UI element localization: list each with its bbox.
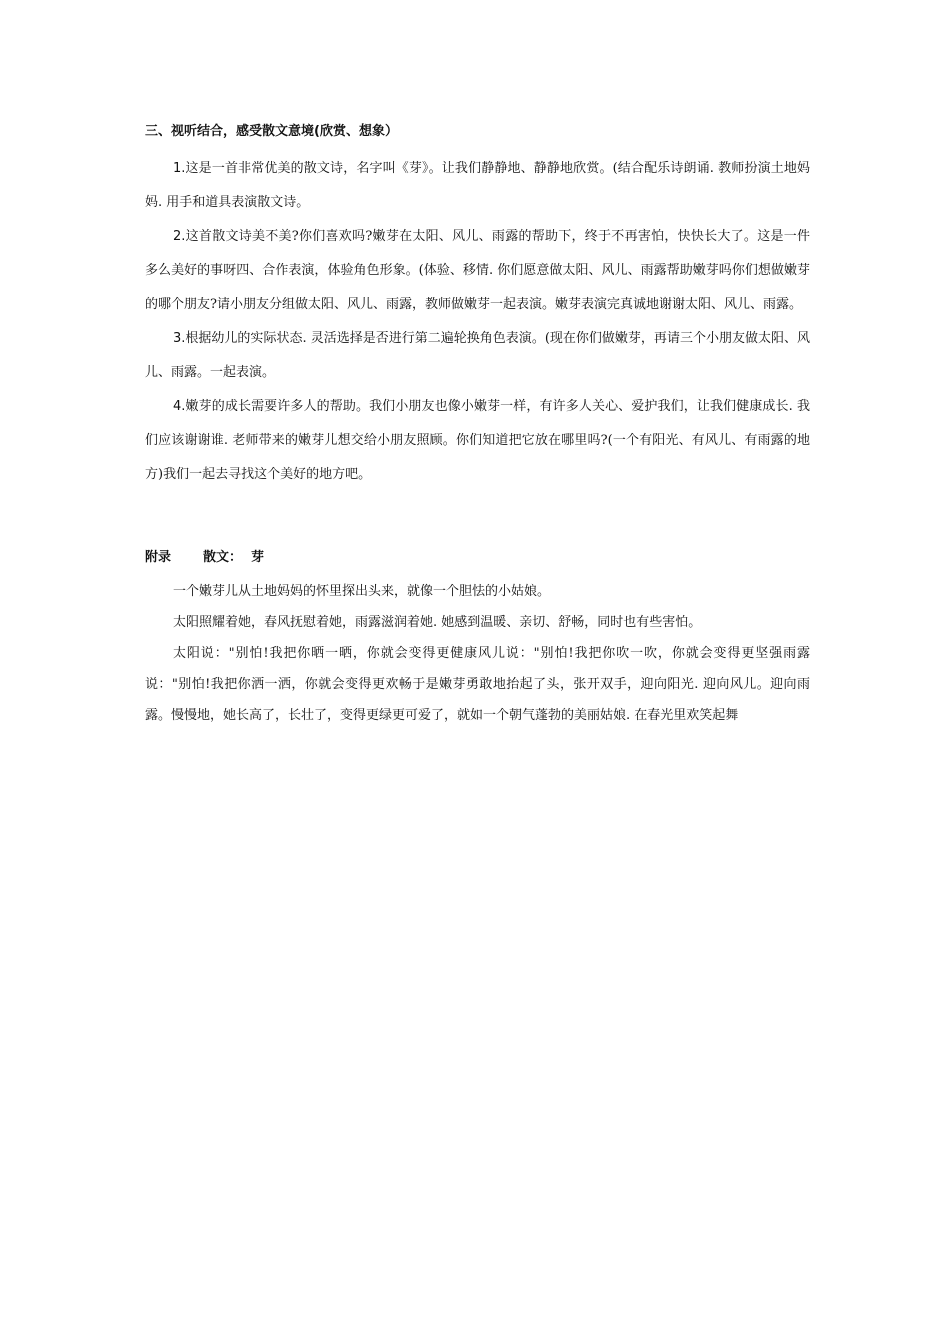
paragraph-number: 1. bbox=[173, 161, 186, 176]
appendix-label: 附录 bbox=[145, 550, 172, 565]
paragraph-text: 嫩芽的成长需要许多人的帮助。我们小朋友也像小嫩芽一样，有许多人关心、爱护我们，让我们健康成长. 我们应该谢谢谁. 老师带来的嫩芽儿想交给小朋友照顾。你们知道把它放在哪里吗?(一个有阳光、有风儿、有雨露的地方)我们一起去寻找这个美好的地方吧。 bbox=[145, 399, 810, 482]
appendix-type: 散文： bbox=[203, 550, 243, 565]
paragraph-text: 根据幼儿的实际状态. 灵活选择是否进行第二遍轮换角色表演。(现在你们做嫩芽，再请三个小朋友做太阳、风儿、雨露。一起表演。 bbox=[145, 331, 810, 380]
paragraph-4 bbox=[145, 390, 810, 492]
paragraph-number: 2. bbox=[173, 229, 186, 244]
appendix-heading bbox=[145, 548, 810, 568]
paragraph-text: 这首散文诗美不美?你们喜欢吗?嫩芽在太阳、风儿、雨露的帮助下，终于不再害怕，快快长大了。这是一件多么美好的事呀四、合作表演，体验角色形象。(体验、移情. 你们愿意做太阳、风儿、雨露帮助嫩芽吗你们想做嫩芽的哪个朋友?请小朋友分组做太阳、风儿、雨露，教师做嫩芽一起表演。嫩芽表演完真诚地谢谢太阳、风儿、雨露。 bbox=[145, 229, 810, 312]
appendix-paragraph-2: 太阳照耀着她，春风抚慰着她，雨露滋润着她. 她感到温暖、亲切、舒畅，同时也有些害怕。 bbox=[173, 615, 702, 630]
paragraph-text: 这是一首非常优美的散文诗，名字叫《芽》。让我们静静地、静静地欣赏。(结合配乐诗朗诵. 教师扮演土地妈妈. 用手和道具表演散文诗。 bbox=[145, 161, 810, 210]
section-heading: 三、视听结合，感受散文意境(欣赏、想象） bbox=[145, 124, 398, 139]
paragraph-1 bbox=[145, 152, 810, 220]
paragraph-number: 4. bbox=[173, 399, 186, 414]
document-page bbox=[145, 122, 810, 731]
paragraph-2 bbox=[145, 220, 810, 322]
appendix-title: 芽 bbox=[251, 550, 265, 565]
appendix-paragraph-1: 一个嫩芽儿从土地妈妈的怀里探出头来，就像一个胆怯的小姑娘。 bbox=[173, 584, 551, 599]
paragraph-3 bbox=[145, 322, 810, 390]
appendix-paragraph-3: 太阳说："别怕!我把你晒一晒，你就会变得更健康风儿说："别怕!我把你吹一吹，你就会变得更坚强雨露说："别怕!我把你洒一洒，你就会变得更欢畅于是嫩芽勇敢地抬起了头，张开双手，迎向阳光. 迎向风儿。迎向雨露。慢慢地，她长高了，长壮了，变得更绿更可爱了，就如一个朝气蓬勃的美丽姑娘. 在春光里欢笑起舞 bbox=[145, 646, 810, 723]
section-spacer bbox=[145, 492, 810, 548]
paragraph-number: 3. bbox=[173, 331, 186, 346]
